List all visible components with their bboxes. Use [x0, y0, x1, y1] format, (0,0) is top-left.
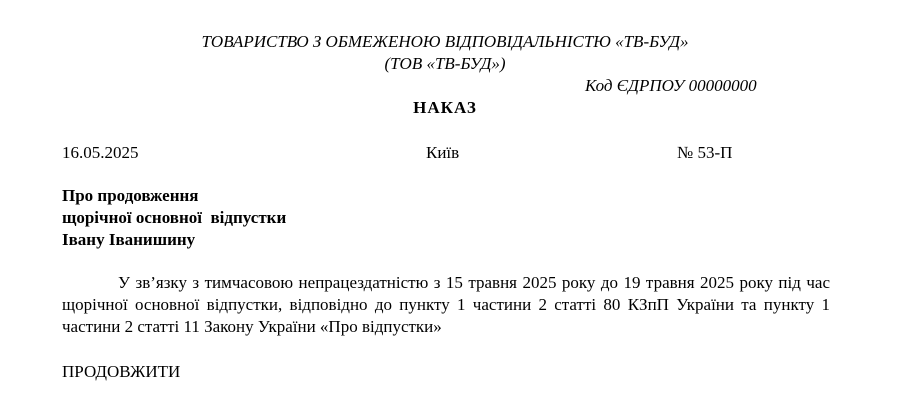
document-number: № 53-П: [677, 143, 733, 162]
edrpou-code: Код ЄДРПОУ 00000000: [585, 76, 757, 95]
document-date: 16.05.2025: [62, 143, 139, 162]
order-verb: ПРОДОВЖИТИ: [62, 362, 181, 381]
subject-line: Про продовження: [62, 186, 199, 205]
body-paragraph: У зв’язку з тимчасовою непрацездатністю з 15 травня 2025 року до 19 травня 2025 року під час щорічної основної відпустки, відповідно до пункту 1 частини 2 статті 80 КЗпП України та пункту 1 частини 2 статті 11 Закону України «Про відпустки»: [62, 273, 830, 336]
document-subject: [62, 185, 286, 251]
organization-name: ТОВАРИСТВО З ОБМЕЖЕНОЮ ВІДПОВІДАЛЬНІСТЮ «ТВ-БУД»: [201, 32, 689, 51]
document-type-title: НАКАЗ: [413, 98, 477, 117]
subject-line: щорічної основної відпустки: [62, 208, 287, 227]
organization-short-name: (ТОВ «ТВ-БУД»): [384, 54, 506, 73]
subject-line: Івану Іванишину: [62, 230, 196, 249]
document-city: Київ: [426, 143, 460, 162]
